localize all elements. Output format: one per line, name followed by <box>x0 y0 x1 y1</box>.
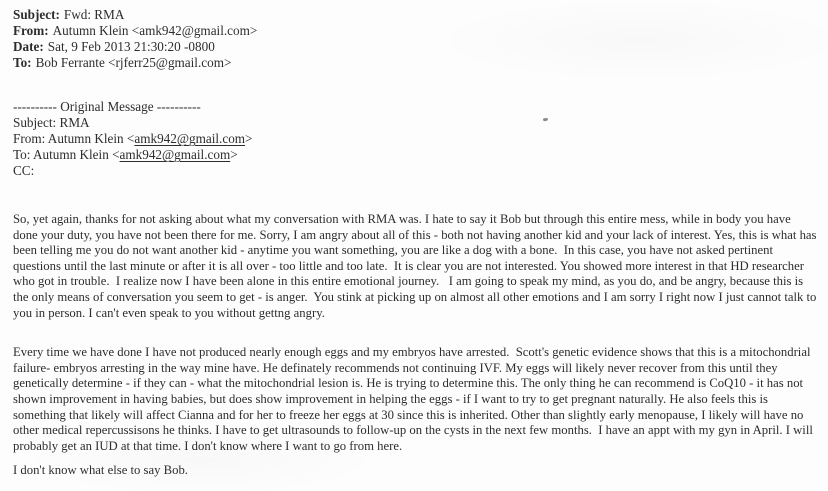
email-header-block <box>13 7 818 71</box>
original-subject-line: Subject: RMA <box>13 115 90 130</box>
subject-value: Fwd: RMA <box>63 7 125 22</box>
original-to-email-link: amk942@gmail.com <box>119 147 231 162</box>
subject-label: Subject: <box>13 7 60 22</box>
original-from-prefix: From: Autumn Klein < <box>13 131 135 146</box>
from-value: Autumn Klein <amk942@gmail.com> <box>52 23 258 38</box>
body-paragraph-2: Every time we have done I have not produced nearly enough eggs and my embryos have arrested. Scott's genetic evidence shows that this is a mitochondrial failure- embryos arresting in the way mine have. He definately recommends not continuing IVF. My eggs will likely never recover from this until they genetically determine - if they can - what the mitochondrial lesion is. He is trying to determine this. The only thing he can recommend is CoQ10 - it has not shown improvement in having babies, but does show improvement in helping the eggs - if I want to try to get pregnant naturally. He also feels this is something that likely will affect Cianna and for her to freeze her eggs at 30 since this is inherited. Other than slightly early menopause, I likely will have no other medical repercussisons he thinks. I have to get ultrasounds to follow-up on the cysts in the next few months. I have an appt with my gyn in April. I will probably get an IUD at that time. I don't know where I want to go from here. <box>13 345 817 453</box>
original-from-suffix: > <box>245 131 253 146</box>
header-subject-line <box>13 7 818 23</box>
to-value: Bob Ferrante <rjferr25@gmail.com> <box>35 55 232 70</box>
body-paragraph-1: So, yet again, thanks for not asking about what my conversation with RMA was. I hate to say it Bob but through this entire mess, while in body you have done your duty, you have not been there for me. Sorry, I am angry about all of this - both not having another kid and your lack of interest. Yes, this is what has been telling me you do not want another kid - anytime you want something, you are like a dog with a bone. In this case, you have not asked pertinent questions until the last minute or after it is all over - too little and too late. It is clear you are not interested. You showed more interest in that HD researcher who got in trouble. I realize now I have been alone in this entire emotional journey. I am going to speak my mind, as you do, and be angry, because this is the only means of conversation you seem to get - is anger. You stink at picking up on almost all other emotions and I am sorry I right now I just cannot talk to you in person. I can't even speak to you without gettng angry. <box>13 212 820 320</box>
from-label: From: <box>13 23 49 38</box>
header-date-line <box>13 39 818 55</box>
date-label: Date: <box>13 39 44 54</box>
header-to-line <box>13 55 818 71</box>
header-from-line <box>13 23 818 39</box>
original-to-suffix: > <box>230 147 238 162</box>
original-to-line <box>13 147 818 163</box>
to-label: To: <box>13 55 32 70</box>
original-message-block <box>13 99 818 179</box>
body-paragraph-3: I don't know what else to say Bob. <box>13 463 188 478</box>
original-cc-line: CC: <box>13 163 35 178</box>
original-from-line <box>13 131 818 147</box>
original-to-prefix: To: Autumn Klein < <box>13 147 120 162</box>
original-message-divider: ---------- Original Message ---------- <box>13 99 201 114</box>
original-from-email-link: amk942@gmail.com <box>134 131 246 146</box>
date-value: Sat, 9 Feb 2013 21:30:20 -0800 <box>47 39 215 54</box>
